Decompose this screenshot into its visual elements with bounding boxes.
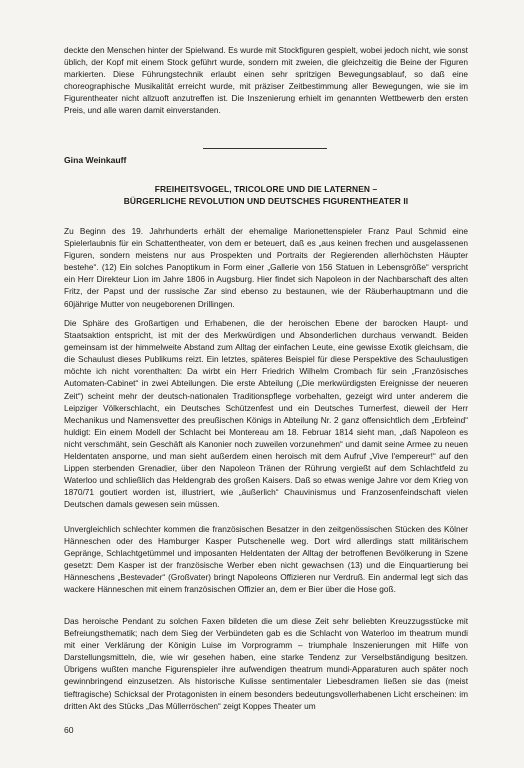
article-title <box>64 183 468 207</box>
section-divider <box>203 148 327 149</box>
title-line-2: BÜRGERLICHE REVOLUTION UND DEUTSCHES FIGURENTHEATER II <box>123 196 409 206</box>
body-paragraph-1: Zu Beginn des 19. Jahrhunderts erhält der ehemalige Marionettenspieler Franz Paul Schmid eine Spielerlaubnis für ein Schattentheater, von dem er beteuert, daß es „aus keinen frechen und ausgelassenen Figuren, sondern meistens nur aus Prospekten und Portraits der Regierenden allerhöchsten Häupter bestehe“. (12) Ein solches Panoptikum in Form einer „Gallerie von 156 Statuen in Lebensgröße“ verspricht ein Herr Direkteur Lion im Jahre 1806 in Augsburg. Hier findet sich Napoleon in der Nachbarschaft des alten Fritz, der Papst und der russische Zar sind ebenso zu bestaunen, wie der Räuberhauptmann und die 60jährige Mutter von neugeborenen Drillingen. <box>64 226 468 309</box>
page-number: 60 <box>64 725 74 735</box>
body-paragraph-3: Unvergleichlich schlechter kommen die französischen Besatzer in den zeitgenössischen Stücken des Kölner Hänneschen oder des Hamburger Kasper Putschenelle weg. Dort wird allerdings statt militärischem Gepränge, Schlachtgetümmel und imposanten Heldentaten der Alltag der betroffenen Bevölkerung in Szene gesetzt: Dem Kasper ist der französische Werber eben nicht gewachsen (13) und die Einquartierung bei Hänneschens „Bestevader“ (Großvater) bringt Napoleons Offizieren nur Verdruß. Ein andermal legt sich das wackere Hänneschen mit einem französischen Offizier an, dem er Bier über die Hose goß. <box>64 524 468 595</box>
title-line-1: FREIHEITSVOGEL, TRICOLORE UND DIE LATERNEN – <box>154 184 378 194</box>
intro-paragraph: deckte den Menschen hinter der Spielwand. Es wurde mit Stockfiguren gespielt, wobei jedoch nicht, wie sonst üblich, der Kopf mit einem Stock geführt wurde, sondern mit zweien, die gleichzeitig die Beine der Figuren markierten. Diese Führungstechnik erlaubt einen sehr spritzigen Bewegungsablauf, so daß eine choreographische Musikalität erreicht wurde, mit präziser Zeitbestimmung aller Bewegungen, wie sie im Figurentheater nicht allzuoft anzutreffen ist. Die Inszenierung erhielt im genannten Wettbewerb den ersten Preis, und alle waren damit einverstanden. <box>64 45 468 116</box>
body-paragraph-4: Das heroische Pendant zu solchen Faxen bildeten die um diese Zeit sehr beliebten Kreuzzugsstücke mit Befreiungsthematik; nach dem Sieg der Verbündeten gab es die Schlacht von Waterloo im theatrum mundi mit einer Verklärung der Königin Luise im Vorprogramm – triumphale Inszenierungen mit Hilfe von Darstellungsmitteln, die, wie wir gesehen haben, eine starke Tendenz zur Verselbständigung besitzen. Übrigens wußten manche Figurenspieler ihre aufwendigen theatrum mundi-Apparaturen auch später noch gewinnbringend einzusetzen. Als historische Kulisse sentimentaler Liebesdramen ließen sie das (meist tieftragische) Schicksal der Protagonisten in einem besonders bedeutungsvollerhabenen Licht erscheinen: im dritten Akt des Stücks „Das Müllerröschen“ zeigt Koppes Theater um <box>64 616 468 711</box>
author-name: Gina Weinkauff <box>64 155 127 165</box>
body-paragraph-2: Die Sphäre des Großartigen und Erhabenen, die der heroischen Ebene der barocken Haupt- und Staatsaktion entspricht, ist mit der des Merkwürdigen und Absonderlichen durchaus verwandt. Beiden gemeinsam ist der himmelweite Abstand zum Alltag der einfachen Leute, eine gewisse Exotik gleichsam, die die Schaulust dieses Publikums reizt. Ein letztes, späteres Beispiel für diese Perspektive des Schaulustigen möchte ich nicht vorenthalten: Da wirbt ein Herr Friedrich Wilhelm Crombach für sein „Französisches Automaten-Cabinet“ in zwei Abteilungen. Die erste Abteilung („Die merkwürdigsten Ereignisse der neueren Zeit“) scheint mehr der deutsch-nationalen Traditionspflege vorbehalten, gezeigt wird unter anderem die Leipziger Völkerschlacht, ein Deutsches Schützenfest und ein Deutsches Turnerfest, dieweil der Herr Mechanikus und Namensvetter des preußischen Königs in Abteilung Nr. 2 ganz offensichtlich dem „Erbfeind“ huldigt: Ein einem Modell der Schlacht bei Montereau am 18. Februar 1814 sieht man, „daß Napoleon es nicht verschmäht, sein Geschäft als Kanonier noch zuweilen vorzunehmen“ und damit seine Armee zu neuen Heldentaten ansporne, und man sieht außerdem einen heroisch mit dem Aufruf „Vive l'empereur!“ auf den Lippen sterbenden Grenadier, über den Napoleon Tränen der Rührung vergießt auf dem Schlachtfeld zu Waterloo und schließlich das Heldengrab des großen Kaisers. Daß so etwas wenige Jahre vor dem Krieg von 1870/71 goutiert worden ist, illustriert, wie „äußerlich“ Chauvinismus und Franzosenfeindschaft vielen Deutschen damals gewesen sein müssen. <box>64 318 468 510</box>
